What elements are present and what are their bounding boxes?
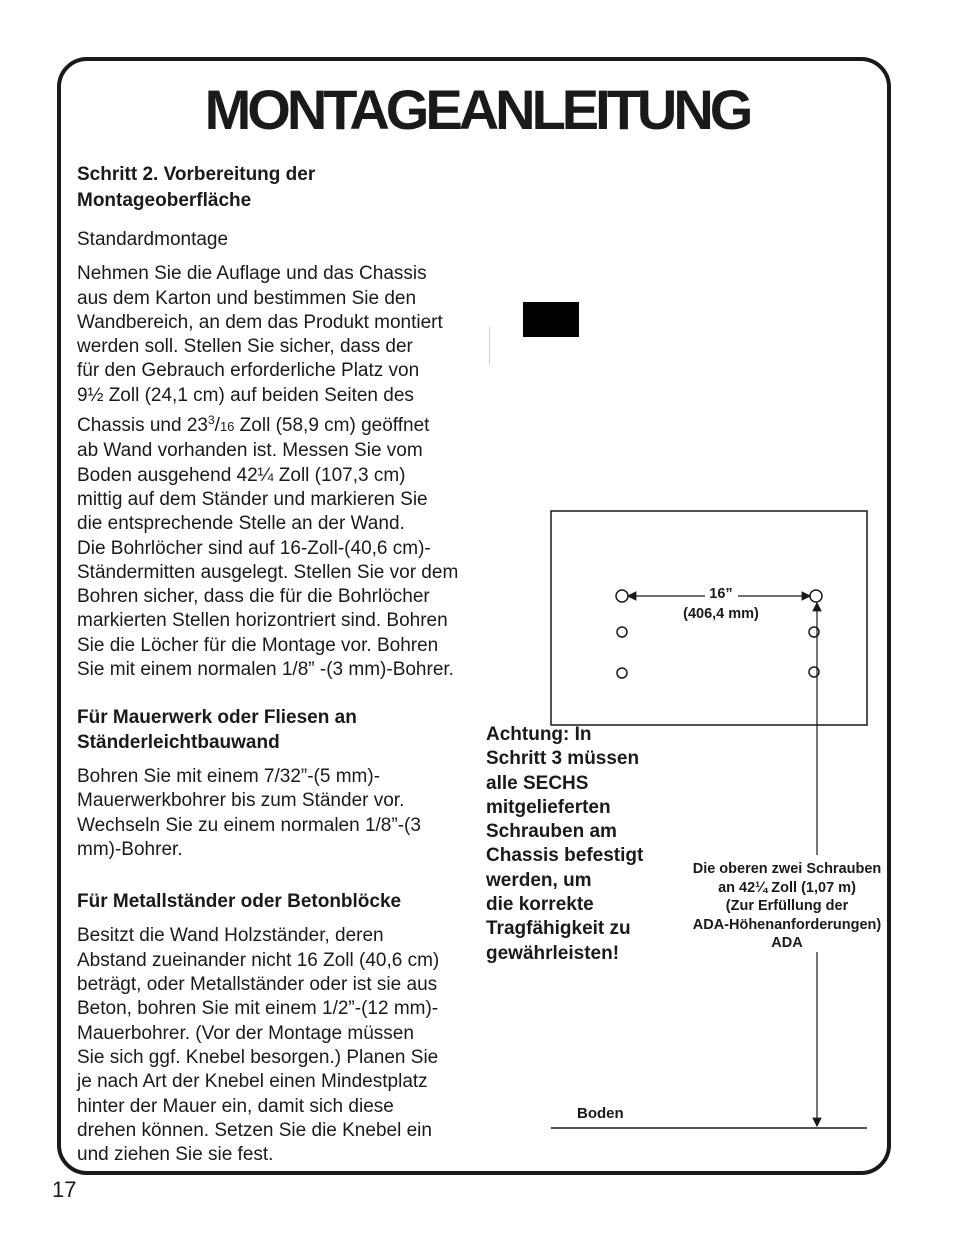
height-note-line: an 42¼ Zoll (1,07 m): [718, 879, 856, 896]
step-heading-line2: Montageoberfläche: [77, 190, 252, 211]
height-note-line: ADA-Höhenanforderungen): [692, 916, 882, 933]
standard-line: markierten Stellen horizontriert sind. Bohren: [77, 610, 448, 632]
metal-line: Beton, bohren Sie mit einem 1/2”-(12 mm)-: [77, 998, 439, 1020]
metal-heading: Für Metallständer oder Betonblöcke: [77, 891, 402, 913]
standard-line: Sie die Löcher für die Montage vor. Bohren: [77, 634, 439, 656]
fraction-prefix: Chassis und 23: [77, 415, 208, 437]
masonry-heading-line1: Für Mauerwerk oder Fliesen an: [77, 707, 357, 729]
standard-line: Wandbereich, an dem das Produkt montiert: [77, 311, 443, 333]
masonry-line: Mauerwerkbohrer bis zum Ständer vor.: [77, 790, 405, 812]
fraction-slash: /: [214, 415, 220, 437]
height-note-line: ADA: [771, 935, 803, 951]
spacing-label: 16”: [709, 586, 733, 602]
metal-line: Abstand zueinander nicht 16 Zoll (40,6 cm): [77, 949, 440, 971]
standard-line: ab Wand vorhanden ist. Messen Sie vom: [77, 440, 423, 462]
warning-line: werden, um: [486, 869, 592, 891]
standard-line: Nehmen Sie die Auflage und das Chassis: [77, 263, 427, 285]
standard-line: Ständermitten ausgelegt. Stellen Sie vor dem: [77, 561, 459, 583]
spacing-metric-label: (406,4 mm): [683, 606, 759, 622]
masonry-line: Wechseln Sie zu einem normalen 1/8”-(3: [77, 814, 421, 836]
metal-line: und ziehen Sie sie fest.: [77, 1144, 274, 1166]
height-note: [684, 860, 890, 953]
standard-line: für den Gebrauch erforderliche Platz von: [77, 360, 420, 382]
standard-line: 9½ Zoll (24,1 cm) auf beiden Seiten des: [77, 384, 414, 406]
warning-line: Schrauben am: [486, 821, 617, 843]
metal-line: hinter der Mauer ein, damit sich diese: [77, 1095, 394, 1117]
height-note-line: (Zur Erfüllung der: [725, 898, 849, 914]
metal-line: Besitzt die Wand Holzständer, deren: [77, 925, 384, 947]
screw-hole-mid-left: [617, 627, 627, 637]
warning-line: Tragfähigkeit zu: [486, 918, 631, 940]
warning-line: alle SECHS: [486, 772, 589, 794]
page-title: MONTAGEANLEITUNG: [204, 78, 750, 141]
screw-hole-top-left: [616, 590, 628, 602]
metal-line: Sie sich ggf. Knebel besorgen.) Planen Sie: [77, 1046, 439, 1068]
floor-label: Boden: [577, 1105, 624, 1122]
standard-line: Sie mit einem normalen 1/8” -(3 mm)-Bohrer.: [77, 659, 454, 681]
fraction-denominator: 16: [219, 419, 235, 435]
warning-line: mitgelieferten: [486, 796, 611, 818]
standard-line: die entsprechende Stelle an der Wand.: [77, 513, 405, 535]
standard-line: Boden ausgehend 42¼ Zoll (107,3 cm): [77, 464, 406, 486]
metal-line: je nach Art der Knebel einen Mindestplatz: [77, 1071, 428, 1093]
metal-line: beträgt, oder Metallständer oder ist sie aus: [77, 974, 438, 996]
fraction-numerator: 3: [207, 413, 215, 428]
warning-line: Chassis befestigt: [486, 845, 644, 867]
standard-heading: Standardmontage: [77, 229, 229, 250]
warning-line: gewährleisten!: [486, 942, 620, 964]
standard-line: aus dem Karton und bestimmen Sie den: [77, 287, 417, 309]
masonry-line: Bohren Sie mit einem 7/32”-(5 mm)-: [77, 765, 381, 787]
step-heading-line1: Schritt 2. Vorbereitung der: [77, 164, 316, 185]
masonry-line: mm)-Bohrer.: [77, 838, 183, 860]
standard-line: Bohren sicher, dass die für die Bohrlöcher: [77, 586, 430, 608]
standard-line: Die Bohrlöcher sind auf 16-Zoll-(40,6 cm)-: [77, 537, 431, 559]
warning-line: die korrekte: [486, 894, 594, 916]
standard-line: mittig auf dem Ständer und markieren Sie: [77, 488, 428, 510]
page-number: 17: [52, 1177, 77, 1202]
masonry-heading-line2: Ständerleichtbauwand: [77, 731, 280, 753]
metal-line: drehen können. Setzen Sie die Knebel ein: [77, 1119, 432, 1141]
standard-line: werden soll. Stellen Sie sicher, dass der: [77, 336, 413, 358]
metal-line: Mauerbohrer. (Vor der Montage müssen: [77, 1022, 414, 1044]
screw-hole-top-right: [810, 590, 822, 602]
screw-hole-bottom-left: [617, 668, 627, 678]
warning-line: Achtung: In: [486, 724, 592, 745]
height-note-line: Die oberen zwei Schrauben: [692, 861, 882, 877]
warning-line: Schritt 3 müssen: [486, 748, 640, 770]
fraction-suffix: Zoll (58,9 cm) geöffnet: [234, 415, 430, 437]
